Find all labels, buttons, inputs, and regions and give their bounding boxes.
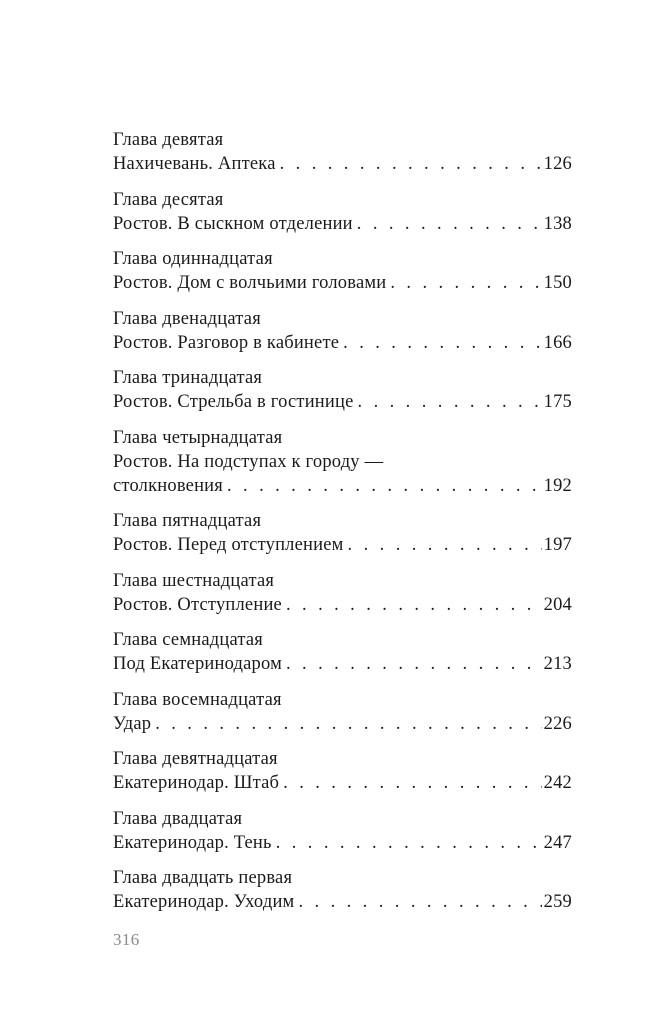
dot-leader — [282, 593, 542, 617]
dot-leader — [353, 212, 542, 236]
chapter-title: Ростов. Стрельба в гостинице — [113, 392, 354, 412]
chapter-title: Ростов. Перед отступлением — [113, 535, 344, 555]
chapter-label: Глава тринадцатая — [113, 368, 263, 388]
dot-leader — [386, 271, 541, 295]
chapter-label: Глава двадцатая — [113, 808, 243, 829]
toc-entry — [113, 247, 572, 295]
chapter-label: Глава одиннадцатая — [113, 249, 273, 269]
chapter-label: Глава девятнадцатая — [113, 749, 278, 769]
toc-entry — [113, 426, 572, 498]
chapter-title-row — [113, 271, 572, 295]
toc-entry — [113, 688, 572, 736]
chapter-title: Екатеринодар. Уходим — [113, 892, 295, 912]
chapter-page-number: 226 — [543, 713, 572, 734]
chapter-title-row — [113, 212, 572, 236]
chapter-page-number: 150 — [543, 273, 572, 293]
chapter-title: столкновения — [113, 475, 223, 496]
chapter-title-row — [113, 390, 572, 414]
chapter-label: Глава восемнадцатая — [113, 689, 282, 710]
chapter-page-number: 259 — [543, 892, 572, 912]
chapter-label: Глава четырнадцатая — [113, 427, 283, 448]
toc-entry — [113, 188, 572, 236]
chapter-title-row — [113, 152, 572, 176]
chapter-page-number: 213 — [543, 654, 572, 674]
chapter-page-number: 138 — [543, 213, 572, 234]
dot-leader — [223, 474, 542, 498]
dot-leader — [151, 712, 541, 736]
chapter-title-line: Ростов. На подступах к городу — — [113, 451, 384, 472]
chapter-label: Глава семнадцатая — [113, 630, 264, 650]
dot-leader — [354, 390, 542, 414]
chapter-title: Екатеринодар. Штаб — [113, 773, 280, 793]
toc-entry — [113, 307, 572, 355]
chapter-page-number: 204 — [543, 594, 572, 615]
page-number: 316 — [113, 930, 140, 949]
chapter-title: Ростов. В сыскном отделении — [113, 213, 353, 234]
toc-entry — [113, 128, 572, 176]
chapter-title-row — [113, 890, 572, 914]
chapter-page-number: 126 — [543, 154, 572, 174]
chapter-title-row — [113, 533, 572, 557]
toc-entry — [113, 747, 572, 795]
chapter-label: Глава девятая — [113, 130, 224, 150]
table-of-contents — [113, 128, 572, 926]
toc-entry — [113, 807, 572, 855]
chapter-label: Глава пятнадцатая — [113, 511, 262, 531]
toc-entry — [113, 628, 572, 676]
toc-entry — [113, 509, 572, 557]
chapter-title-row — [113, 593, 572, 617]
dot-leader — [279, 771, 542, 795]
dot-leader — [294, 890, 541, 914]
chapter-label: Глава шестнадцатая — [113, 570, 275, 591]
chapter-page-number: 175 — [543, 392, 572, 412]
chapter-title: Ростов. Разговор в кабинете — [113, 332, 340, 353]
chapter-page-number: 192 — [543, 475, 572, 496]
toc-entry — [113, 569, 572, 617]
toc-entry — [113, 366, 572, 414]
chapter-title: Нахичевань. Аптека — [113, 154, 276, 174]
chapter-label: Глава двенадцатая — [113, 308, 261, 329]
chapter-title: Екатеринодар. Тень — [113, 832, 272, 853]
dot-leader — [282, 652, 542, 676]
chapter-page-number: 166 — [543, 332, 572, 353]
dot-leader — [276, 152, 542, 176]
dot-leader — [344, 533, 542, 557]
chapter-title-row — [113, 331, 572, 355]
chapter-title-row — [113, 831, 572, 855]
toc-entry — [113, 866, 572, 914]
chapter-title-row — [113, 771, 572, 795]
chapter-title-row — [113, 652, 572, 676]
chapter-label: Глава десятая — [113, 189, 224, 210]
chapter-title: Удар — [113, 713, 152, 734]
chapter-label: Глава двадцать первая — [113, 868, 293, 888]
chapter-title: Ростов. Дом с волчьими головами — [113, 273, 387, 293]
dot-leader — [339, 331, 541, 355]
chapter-title: Ростов. Отступление — [113, 594, 282, 615]
chapter-title-row — [113, 474, 572, 498]
chapter-page-number: 242 — [543, 773, 572, 793]
chapter-page-number: 247 — [543, 832, 572, 853]
chapter-page-number: 197 — [543, 535, 572, 555]
chapter-title: Под Екатеринодаром — [113, 654, 282, 674]
chapter-title-row — [113, 712, 572, 736]
dot-leader — [272, 831, 542, 855]
